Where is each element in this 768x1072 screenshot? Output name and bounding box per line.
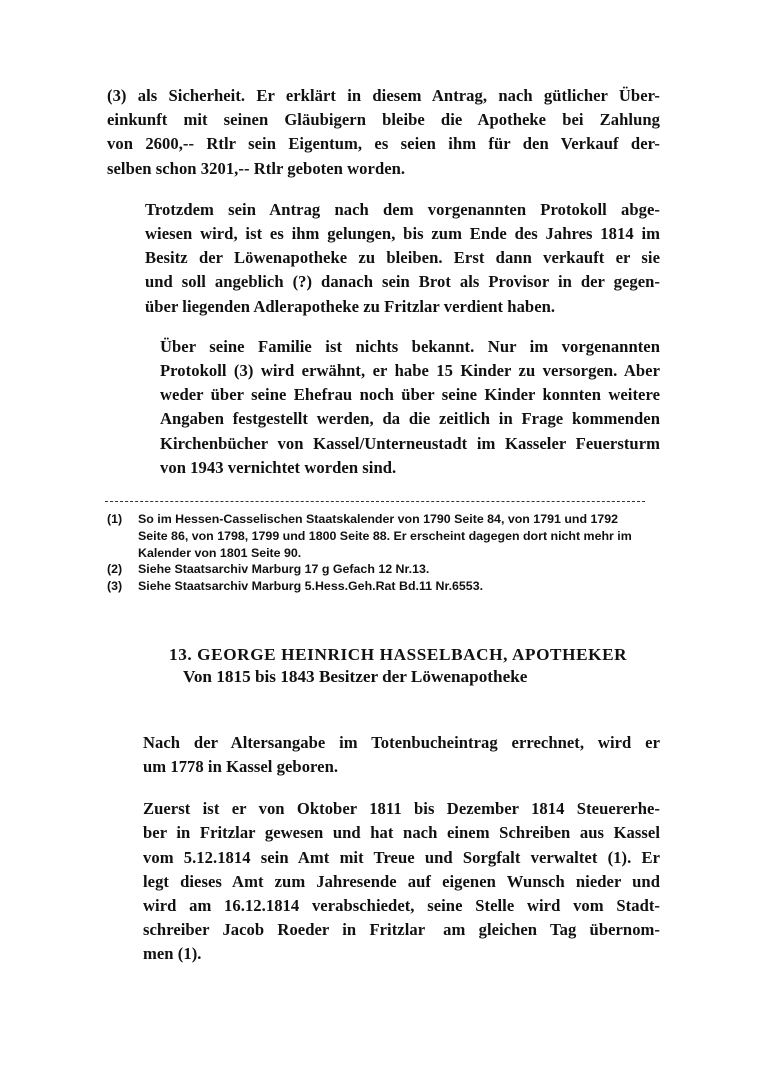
text-line: um 1778 in Kassel geboren.	[143, 757, 339, 777]
paragraph-family	[107, 335, 660, 480]
text-line: Besitz der Löwenapotheke zu bleiben. Erst dann verkauft er sie	[145, 248, 660, 268]
footnote-1	[107, 511, 644, 561]
section-subtitle: Von 1815 bis 1843 Besitzer der Löwenapotheke	[183, 667, 528, 687]
paragraph-rejection	[107, 198, 660, 319]
text-fragment: am gleichen Tag übernom-	[443, 920, 661, 940]
document-page	[107, 84, 660, 967]
text-line: wird am 16.12.1814 verabschiedet, seine Stelle wird vom Stadt-	[143, 896, 660, 916]
text-line: Zuerst ist er von Oktober 1811 bis Dezember 1814 Steuererhe-	[143, 799, 660, 819]
text-fragment: schreiber Jacob Roeder in Fritzlar	[143, 920, 426, 940]
footnotes	[107, 511, 660, 595]
paragraph-career	[107, 797, 660, 966]
text-line: von 1943 vernichtet worden sind.	[160, 457, 397, 477]
text-line: Kirchenbücher von Kassel/Unterneustadt im Kasseler Feuersturm	[160, 433, 660, 453]
section-heading	[169, 644, 660, 689]
text-line: Protokoll (3) wird erwähnt, er habe 15 Kinder zu versorgen. Aber	[160, 361, 660, 381]
text-line: einkunft mit seinen Gläubigern bleibe die Apotheke bei Zahlung	[107, 110, 660, 130]
text-line: legt dieses Amt zum Jahresende auf eigenen Wunsch nieder und	[143, 871, 660, 891]
footnote-text: So im Hessen-Casselischen Staatskalender von 1790 Seite 84, von 1791 und 1792 Seite 86, von 1798, 1799 und 1800 Seite 88. Er erscheint dagegen dort nicht mehr im Kalender von 1801 Seite 90.	[138, 512, 632, 560]
section-title: 13. GEORGE HEINRICH HASSELBACH, APOTHEKER	[169, 645, 628, 665]
footnote-2	[107, 561, 644, 578]
footnote-number: (3)	[107, 579, 123, 594]
text-line: (3) als Sicherheit. Er erklärt in diesem Antrag, nach gütlicher Über-	[107, 86, 660, 105]
text-line: Angaben festgestellt werden, da die zeitlich in Frage kommenden	[160, 409, 660, 429]
footnote-divider	[105, 501, 645, 502]
text-line: weder über seine Ehefrau noch über seine Kinder konnten weitere	[160, 385, 660, 405]
paragraph-security	[107, 84, 660, 181]
footnote-3	[107, 578, 644, 595]
footnote-number: (2)	[107, 562, 123, 577]
text-line: Trotzdem sein Antrag nach dem vorgenannten Protokoll abge-	[145, 199, 660, 219]
footnote-text: Siehe Staatsarchiv Marburg 17 g Gefach 12 Nr.13.	[138, 562, 430, 577]
text-line: vom 5.12.1814 sein Amt mit Treue und Sorgfalt verwaltet (1). Er	[143, 847, 660, 867]
footnote-number: (1)	[107, 512, 123, 527]
text-line: selben schon 3201,-- Rtlr geboten worden.	[107, 158, 406, 178]
text-line	[107, 918, 660, 942]
footnote-text: Siehe Staatsarchiv Marburg 5.Hess.Geh.Rat Bd.11 Nr.6553.	[138, 579, 484, 594]
paragraph-birth	[107, 731, 660, 779]
text-line: ber in Fritzlar gewesen und hat nach einem Schreiben aus Kassel	[143, 823, 660, 843]
text-line: wiesen wird, ist es ihm gelungen, bis zum Ende des Jahres 1814 im	[145, 224, 660, 244]
text-line: Über seine Familie ist nichts bekannt. Nur im vorgenannten	[160, 336, 660, 356]
text-line: und soll angeblich (?) danach sein Brot als Provisor in der gegen-	[145, 272, 660, 292]
text-line: Nach der Altersangabe im Totenbucheintrag errechnet, wird er	[143, 732, 660, 752]
text-line: von 2600,-- Rtlr sein Eigentum, es seien ihm für den Verkauf der-	[107, 134, 660, 154]
text-line: men (1).	[143, 944, 202, 964]
text-line: über liegenden Adlerapotheke zu Fritzlar verdient haben.	[145, 296, 556, 316]
